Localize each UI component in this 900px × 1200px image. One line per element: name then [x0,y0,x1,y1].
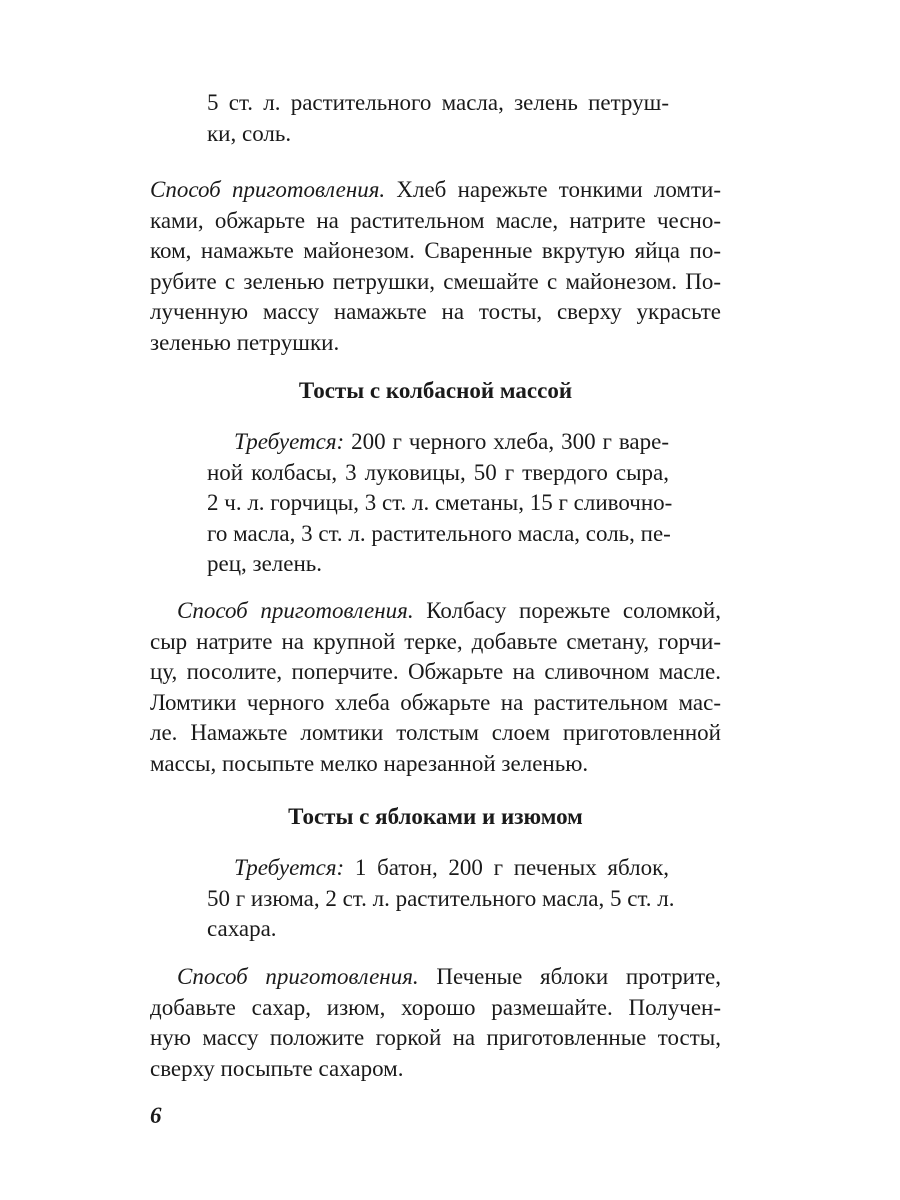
text-line: ле. Намажьте ломтики толстым слоем приготовленной [150,720,721,745]
ingredients-block [207,427,673,580]
method-label: Способ приготовления. [177,598,414,623]
method-paragraph-2 [150,596,721,779]
text-line: го масла, 3 ст. л. растительного масла, соль, пе- [207,520,671,546]
requirements-text: 1 батон, 200 г печеных яблок, [354,855,669,880]
text-line [207,427,669,458]
method-text: Хлеб нарежьте тонкими ломти- [396,177,721,202]
text-line: сыр натрите на крупной терке, добавьте сметану, горчи- [150,628,721,654]
requirements-label: Требуется: [234,855,345,880]
text-line: 50 г изюма, 2 ст. л. растительного масла, 5 ст. л. [207,885,675,911]
text-line: 2 ч. л. горчицы, 3 ст. л. сметаны, 15 г сливочно- [207,490,673,515]
requirements-text: 200 г черного хлеба, 300 г варе- [351,429,669,454]
text-line: ком, намажьте майонезом. Сваренные вкрутую яйца по- [150,238,721,263]
text-line: рец, зелень. [207,551,323,576]
text-line: массы, посыпьте мелко нарезанной зеленью. [150,750,589,776]
ingredients-continued [207,88,669,149]
text-line: ную массу положите горкой на приготовленные тосты, [150,1025,721,1050]
method-paragraph-3 [150,962,721,1084]
text-line: цу, посолите, поперчите. Обжарьте на сливочном масле. [150,659,721,684]
method-text: Колбасу порежьте соломкой, [426,598,721,623]
text-line [150,596,721,627]
recipe-title: Тосты с яблоками и изюмом [288,804,583,829]
text-line: лученную массу намажьте на тосты, сверху украсьте [150,299,721,324]
text-line [207,853,669,884]
method-label: Способ приготовления. [150,177,386,202]
text-line [150,962,721,993]
text-line: 5 ст. л. растительного масла, зелень петруш- [207,90,669,115]
method-text: Печеные яблоки протрите, [436,964,721,989]
text-line: Ломтики черного хлеба обжарьте на растительном мас- [150,689,721,715]
text-line: рубите с зеленью петрушки, смешайте с майонезом. По- [150,268,721,294]
text-line: сахара. [207,916,277,941]
recipe-title: Тосты с колбасной массой [298,378,573,403]
text-line: сверху посыпьте сахаром. [150,1055,404,1081]
method-paragraph-1 [150,175,721,358]
text-line: добавьте сахар, изюм, хорошо размешайте. Получен- [150,994,721,1020]
text-line: ками, обжарьте на растительном масле, натрите чесно- [150,207,721,233]
text-line: зеленью петрушки. [150,329,340,355]
text-line: ной колбасы, 3 луковицы, 50 г твердого сыра, [207,459,669,485]
ingredients-block [207,853,675,945]
text-line: ки, соль. [207,120,292,146]
page-number: 6 [150,1103,162,1128]
text-line [150,175,721,206]
requirements-label: Требуется: [234,429,345,454]
method-label: Способ приготовления. [177,964,419,989]
